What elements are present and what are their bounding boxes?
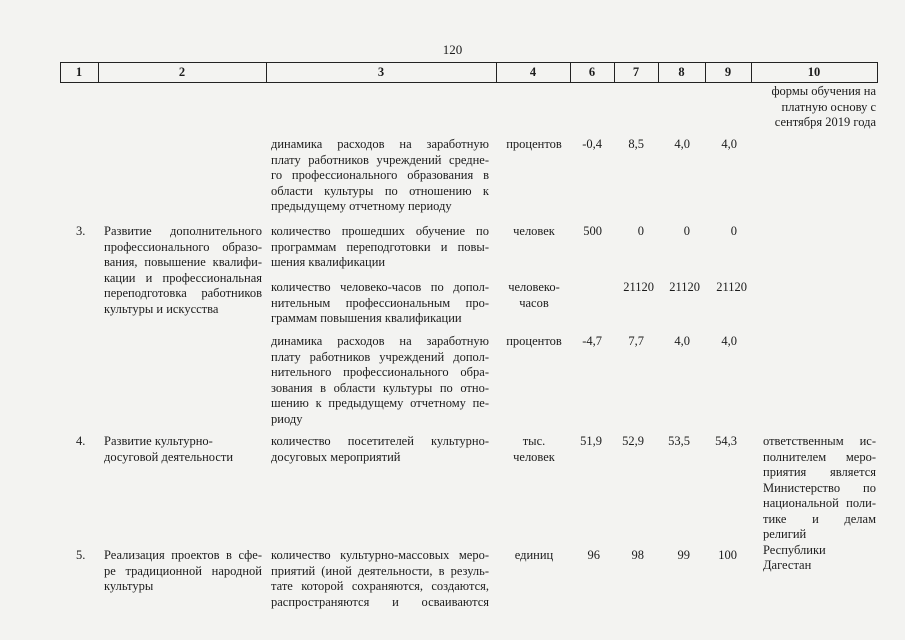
value-col-6: -4,7	[582, 334, 602, 348]
value-col-9: 100	[718, 548, 737, 562]
indicator-text: количество культурно-массовых меро- приятий (иной деятельности, в резуль- тате которой сохраняются, создаются, распространяются и осваиваются	[271, 548, 489, 609]
indicator-text: динамика расходов на заработную плату работников учреждений средне- го профессионального образования в области культуры по отношению к предыдущему отчетному периоду	[271, 137, 489, 213]
indicator-text: количество прошедших обучение по программам переподготовки и повы- шения квалификации	[271, 224, 489, 269]
header-col-8: 8	[678, 65, 685, 79]
header-col-7: 7	[632, 65, 640, 79]
header-bottom-border	[60, 82, 878, 83]
header-col-6: 6	[588, 65, 596, 79]
value-col-7: 7,7	[628, 334, 644, 348]
unit-cell: человек	[513, 224, 555, 238]
header-col-4: 4	[529, 65, 537, 79]
header-col-10: 10	[807, 65, 821, 79]
value-col-9: 0	[730, 224, 737, 238]
value-col-7: 0	[637, 224, 644, 238]
unit-cell: единиц	[514, 548, 554, 562]
activity-name: Развитие дополнительного профессионального образо- вания, повышение квалифи- кации и профессиональная переподготовка работников культуры и искусства	[104, 224, 262, 316]
value-col-6: 51,9	[580, 434, 602, 448]
value-col-8: 53,5	[668, 434, 690, 448]
value-col-8: 0	[683, 224, 690, 238]
row-number: 4.	[76, 434, 86, 448]
value-col-9: 4,0	[721, 137, 737, 151]
value-col-8: 4,0	[674, 137, 690, 151]
value-col-8: 21120	[669, 280, 700, 294]
continuation-note: формы обучения на платную основу с сентября 2019 года	[771, 84, 876, 129]
value-col-7: 98	[631, 548, 644, 562]
value-col-6: 500	[583, 224, 602, 238]
row-number: 3.	[76, 224, 86, 238]
header-col-1: 1	[75, 65, 83, 79]
value-col-7: 52,9	[622, 434, 644, 448]
unit-cell: человеко- часов	[508, 280, 560, 310]
activity-name: Развитие культурно- досуговой деятельности	[104, 434, 234, 464]
value-col-6: -0,4	[582, 137, 602, 151]
value-col-9: 54,3	[715, 434, 737, 448]
value-col-9: 21120	[716, 280, 747, 294]
header-top-border	[60, 62, 878, 63]
value-col-9: 4,0	[721, 334, 737, 348]
unit-cell: процентов	[506, 334, 562, 348]
value-col-8: 4,0	[674, 334, 690, 348]
responsible-note: ответственным ис- полнителем меро- приятия является Министерство по национальной поли- тике и делам религий Республики Дагестан	[763, 434, 876, 572]
page-number: 120	[442, 42, 463, 57]
header-divider	[877, 62, 878, 82]
header-col-2: 2	[178, 65, 186, 79]
value-col-6: 96	[587, 548, 600, 562]
indicator-text: количество посетителей культурно- досуговых мероприятий	[271, 434, 489, 464]
indicator-text: количество человеко-часов по допол- нительным профессиональным про- граммам повышения квалификации	[271, 280, 489, 325]
value-col-7: 8,5	[628, 137, 644, 151]
value-col-7: 21120	[623, 280, 654, 294]
header-col-3: 3	[377, 65, 385, 79]
unit-cell: процентов	[506, 137, 562, 151]
value-col-8: 99	[677, 548, 690, 562]
unit-cell: тыс. человек	[513, 434, 555, 464]
indicator-text: динамика расходов на заработную плату работников учреждений допол- нительного профессионального обра- зования в области культуры по отно- шению к предыдущему отчетному пе- риоду	[271, 334, 489, 426]
row-number: 5.	[76, 548, 86, 562]
header-col-9: 9	[724, 65, 732, 79]
activity-name: Реализация проектов в сфе- ре традиционной народной культуры	[104, 548, 262, 593]
